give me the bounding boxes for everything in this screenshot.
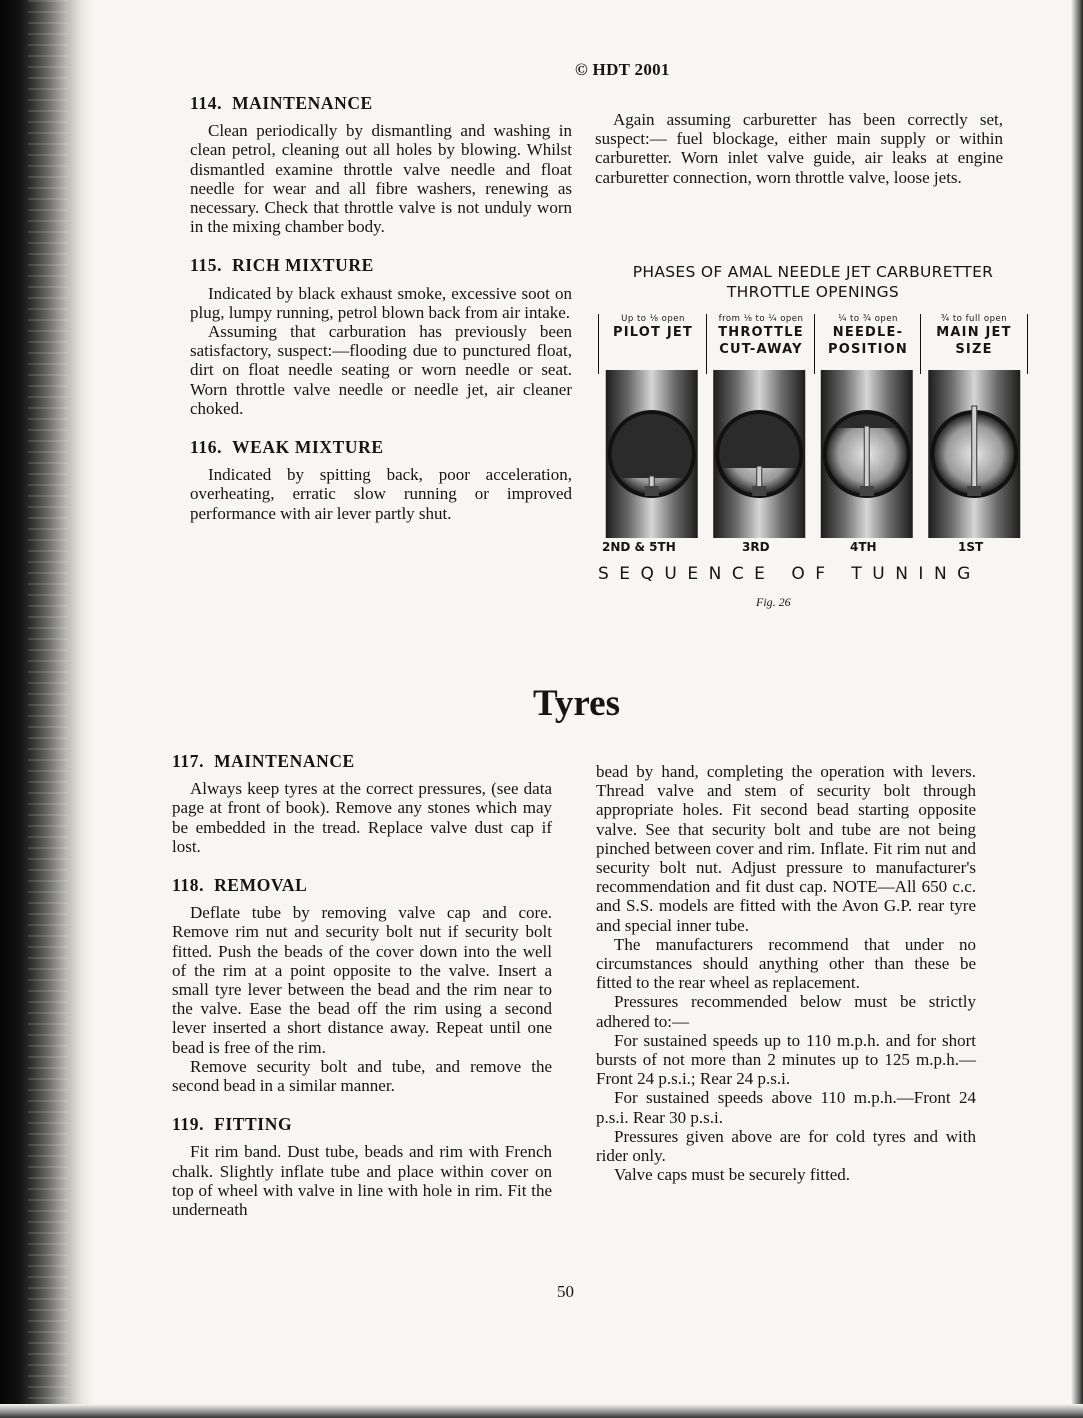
figure-title-line-2: THROTTLE OPENINGS (726, 283, 900, 301)
section-118-heading (172, 876, 552, 895)
section-115-text-1: Indicated by black exhaust smoke, excessive soot on plug, lumpy running, petrol blown back from air intake. (190, 283, 572, 322)
tyres-left-column (172, 752, 552, 1219)
carburetter-illustration (598, 370, 1028, 538)
valve-caps-text: Valve caps must be securely fitted. (614, 1165, 851, 1185)
section-title: MAINTENANCE (232, 93, 373, 113)
needle-jet-1 (645, 486, 659, 496)
jet-needle-4 (972, 406, 977, 492)
section-119-heading (172, 1115, 552, 1134)
section-number: 116. (190, 437, 223, 458)
figure-26 (598, 262, 1028, 612)
section-115-text-2: Assuming that carburation has previously been satisfactory, suspect:—flooding due to punctured float, dirt on float needle seating or worn needle or seat. Worn throttle valve needle or needle jet, air cleaner choked. (190, 322, 572, 418)
phase-needle-position (814, 314, 921, 374)
manufacturer-recommendation-text: The manufacturers recommend that under no circumstances should anything other than these be fitted to the rear wheel as replacement. (596, 934, 976, 993)
page-bottom-edge (0, 1404, 1083, 1418)
sequence-label-needle: 4TH (850, 540, 877, 554)
pressures-up-to-110-text: For sustained speeds up to 110 m.p.h. and for short bursts of not more than 2 minutes up to 125 m.p.h.—Front 24 p.s.i.; Rear 24 p.s.i. (596, 1030, 976, 1089)
figure-caption: Fig. 26 (756, 595, 791, 609)
section-116-text: Indicated by spitting back, poor acceleration, overheating, erratic slow running or improved performance with air lever partly shut. (190, 465, 572, 523)
phase-label-2: SIZE (955, 342, 993, 357)
section-116-heading (190, 438, 572, 457)
section-117-text: Always keep tyres at the correct pressures, (see data page at front of book). Remove any stones which may be embedded in the tread. Replace valve dust cap if lost. (172, 779, 552, 856)
needle-jet-2 (752, 486, 766, 496)
phase-range: Up to ⅛ open (621, 314, 685, 324)
sequence-label-main: 1ST (958, 540, 984, 554)
left-column-top (190, 94, 572, 523)
pressures-above-110-text: For sustained speeds above 110 m.p.h.—Front 24 p.s.i. Rear 30 p.s.i. (596, 1088, 976, 1127)
phase-label: NEEDLE- (832, 325, 904, 340)
fitting-continued-text: bead by hand, completing the operation with levers. Thread valve and stem of security bolt through appropriate holes. Fit second bead starting opposite valve. See that security bolt and tube are not being pinched between cover and rim. Inflate. Fit rim nut and security bolt nut. Adjust pressure to manufacturer's recommendation and fit dust cap. NOTE—All 650 c.c. and S.S. models are fitted with the Avon G.P. rear tyre and special inner tube. (596, 762, 976, 935)
section-title: REMOVAL (214, 875, 308, 896)
phase-range: ¼ to ¾ open (838, 314, 898, 324)
section-title: WEAK MIXTURE (232, 437, 384, 458)
section-number: 118. (172, 875, 205, 896)
section-118-text-1: Deflate tube by removing valve cap and core. Remove rim nut and security bolt nut if security bolt fitted. Push the beads of the cover down into the well of the rim at a point opposite to the valve. Insert a small tyre lever between the bead and the rim near to the valve. Ease the bead off the rim using a second lever inserted a short distance away. Repeat until one bead is free of the rim. (172, 903, 552, 1057)
sequence-of-tuning: SEQUENCE OF TUNING (598, 564, 981, 584)
phase-label-2: POSITION (827, 342, 908, 357)
section-number: 114. (190, 93, 223, 113)
phase-label-2: CUT-AWAY (719, 342, 803, 357)
phase-pilot-jet (598, 314, 707, 374)
phase-label: PILOT JET (612, 325, 693, 340)
section-114-heading (190, 94, 572, 113)
section-115-heading (190, 256, 572, 275)
section-title: RICH MIXTURE (232, 255, 374, 276)
cold-tyres-text: Pressures given above are for cold tyres and with rider only. (596, 1126, 976, 1166)
section-title: FITTING (214, 1114, 293, 1135)
section-118-text-2: Remove security bolt and tube, and remove the second bead in a similar manner. (172, 1056, 552, 1096)
section-117-heading (172, 752, 552, 771)
section-119-text: Fit rim band. Dust tube, beads and rim with French chalk. Slightly inflate tube and place within cover on top of wheel with valve in line with hole in rim. Fit the underneath (172, 1142, 552, 1220)
page-number: 50 (557, 1282, 574, 1301)
section-114-text: Clean periodically by dismantling and washing in clean petrol, cleaning out all holes by blowing. Whilst dismantled examine throttle valve needle and float needle for wear and all fibre washers, renewing as necessary. Check that throttle valve is not unduly worn in the mixing chamber body. (190, 121, 572, 237)
carburetter-suspect-text: Again assuming carburetter has been correctly set, suspect:— fuel blockage, either main supply or within carburetter. Worn inlet valve guide, air leaks at engine carburetter connection, worn throttle valve, loose jets. (595, 110, 1003, 187)
phase-label: THROTTLE (718, 325, 804, 340)
phase-range: ¾ to full open (940, 314, 1008, 324)
sequence-label-throttle: 3RD (742, 540, 770, 554)
section-title: MAINTENANCE (214, 751, 355, 771)
section-number: 115. (190, 255, 223, 276)
jet-needle-3 (864, 426, 869, 492)
needle-jet-3 (860, 486, 874, 496)
figure-title-line-1: PHASES OF AMAL NEEDLE JET CARBURETTER (632, 263, 994, 281)
copyright-header: © HDT 2001 (575, 60, 670, 79)
phase-throttle-cutaway (706, 314, 815, 374)
needle-jet-4 (967, 486, 981, 496)
tyres-title: Tyres (532, 683, 620, 724)
phase-range: from ⅛ to ¼ open (718, 314, 804, 324)
section-number: 117. (172, 751, 205, 771)
pressures-intro-text: Pressures recommended below must be strictly adhered to:— (596, 992, 976, 1031)
sequence-label-pilot: 2ND & 5TH (602, 540, 676, 554)
phase-label: MAIN JET (936, 325, 1012, 340)
phase-labels (598, 314, 1028, 374)
tyres-right-column (596, 762, 976, 1184)
section-number: 119. (172, 1114, 205, 1135)
right-column-top (595, 110, 1003, 187)
phase-main-jet (920, 314, 1028, 374)
